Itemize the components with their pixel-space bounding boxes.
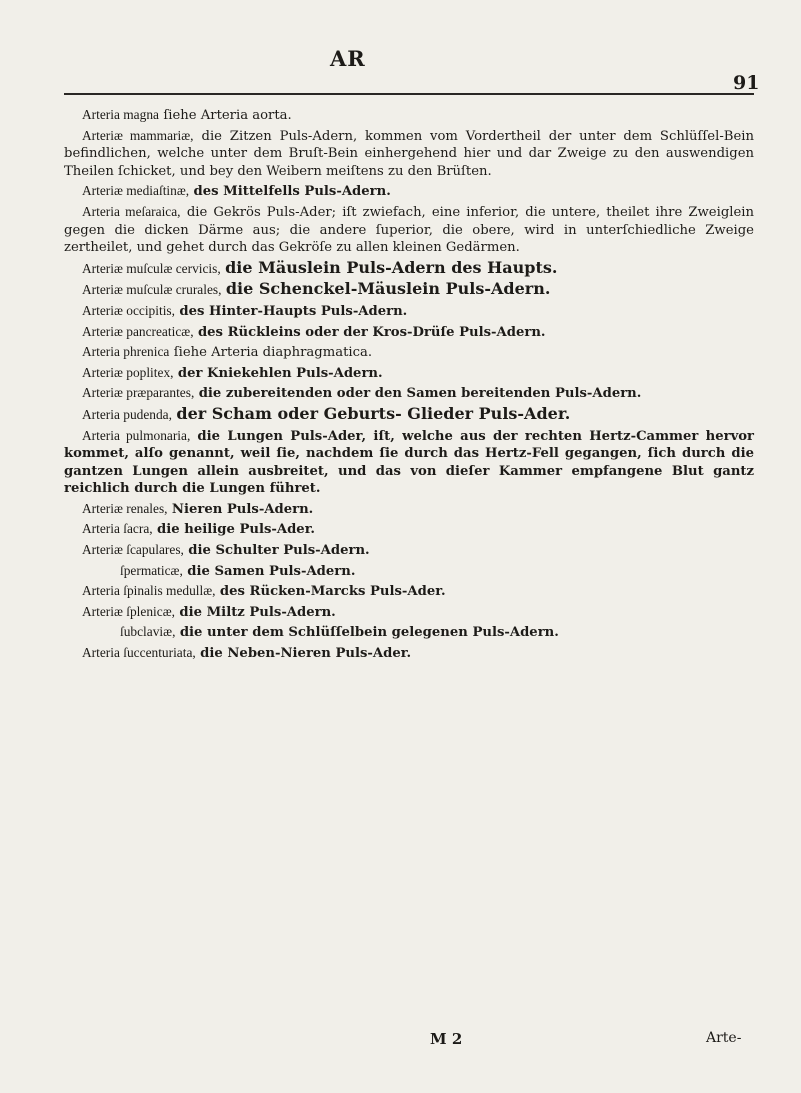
german-gloss: ſiehe Arteria aorta. — [163, 108, 292, 123]
latin-term: Arteriæ muſculæ crurales, — [82, 282, 222, 298]
entry-arteriae-renales — [64, 500, 754, 519]
latin-term: Arteria pudenda, — [82, 406, 172, 422]
entry-arteria-succenturiata — [64, 644, 754, 663]
latin-term: Arteria ſacra, — [82, 521, 153, 537]
german-gloss: die Zitzen Puls-Adern, kommen vom Vordertheil der unter dem Schlüſſel-Bein befindlichen, welche unter dem Bruſt-Bein einhergehend hier und dar Zweige zu den auswendigen Theilen ſchicket, und bey den Weibern meiſtens zu den Brüſten. — [64, 128, 754, 179]
german-gloss: die Miltz Puls-Adern. — [179, 604, 336, 620]
german-gloss: ſiehe Arteria diaphragmatica. — [173, 345, 373, 361]
german-gloss: die Mäuslein Puls-Adern des Haupts. — [225, 257, 558, 277]
entry-arteriae-musculae-cervicis — [64, 259, 754, 279]
entry-arteriae-pancreaticae — [64, 323, 754, 342]
entry-subclaviae — [64, 623, 754, 642]
latin-term: Arteriæ renales, — [82, 500, 168, 516]
german-gloss: die zubereitenden oder den Samen bereitenden Puls-Adern. — [198, 386, 642, 402]
german-gloss: des Rücken-Marcks Puls-Ader. — [219, 584, 446, 600]
german-gloss: die Samen Puls-Adern. — [187, 563, 356, 579]
latin-term: Arteriæ poplitex, — [82, 364, 174, 380]
latin-term: Arteria pulmonaria, — [82, 427, 191, 443]
latin-term: Arteriæ mammariæ, — [82, 127, 194, 143]
latin-term: Arteriæ ſplenicæ, — [82, 603, 175, 619]
entry-arteriae-mediastinae — [64, 182, 754, 201]
german-gloss: die Gekrös Puls-Ader; iſt zwiefach, eine inferior, die untere, theilet ihre Zweiglein gegen die dicken Därme aus; die andere ſuperior, die obere, wird in unterſchiedliche Zweige zertheilet, und gehet durch das Gekröſe zu allen kleinen Gedärmen. — [64, 204, 754, 256]
entry-arteriae-occipitis — [64, 302, 754, 321]
entry-arteria-pulmonaria — [64, 427, 754, 498]
entry-arteria-mesaraica — [64, 203, 754, 257]
german-gloss: des Rückleins oder der Kros-Drüſe Puls-Adern. — [197, 324, 546, 340]
latin-term: Arteria ſpinalis medullæ, — [82, 583, 216, 599]
german-gloss: die unter dem Schlüſſelbein gelegenen Puls-Adern. — [179, 625, 559, 641]
latin-term: Arteriæ muſculæ cervicis, — [82, 260, 221, 276]
german-gloss: die Schenckel-Mäuslein Puls-Adern. — [225, 279, 551, 299]
german-gloss: die Schulter Puls-Adern. — [188, 543, 370, 559]
entry-arteriae-popliteae — [64, 364, 754, 383]
latin-term: Arteria ſuccenturiata, — [82, 645, 196, 661]
entry-spermaticae — [64, 562, 754, 581]
german-gloss: die Lungen Puls-Ader, iſt, welche aus der rechten Hertz-Cammer hervor kommet, alſo genannt, weil ſie, nachdem ſie durch das Hertz-Fell gegangen, ſich durch die gantzen Lungen allein ausbreitet, und das von dieſer Kammer empfangene Blut gantz reichlich durch die Lungen führet. — [64, 428, 754, 497]
signature-mark: M 2 — [430, 1030, 463, 1048]
latin-term: Arteria phrenica — [82, 344, 170, 360]
entry-arteria-spinalis-medullae — [64, 582, 754, 601]
running-head: AR — [330, 46, 366, 71]
german-gloss: die Neben-Nieren Puls-Ader. — [200, 646, 412, 662]
latin-term: Arteria magna — [82, 107, 159, 122]
entry-arteria-phrenica — [64, 343, 754, 362]
latin-term: Arteriæ mediaſtinæ, — [82, 183, 190, 199]
entry-arteriae-mammariae — [64, 127, 754, 181]
entry-arteria-sacra — [64, 520, 754, 539]
german-gloss: der Kniekehlen Puls-Adern. — [177, 365, 383, 381]
catchword: Arte- — [706, 1030, 742, 1046]
entry-arteria-pudenda — [64, 405, 754, 425]
latin-term: Arteriæ ſcapulares, — [82, 542, 184, 558]
entry-arteriae-musculae-crurales — [64, 280, 754, 300]
latin-term: Arteriæ pancreaticæ, — [82, 323, 194, 339]
german-gloss: des Hinter-Haupts Puls-Adern. — [179, 303, 408, 319]
page-number: 91 — [733, 72, 760, 94]
german-gloss: Nieren Puls-Adern. — [171, 501, 314, 517]
latin-term: ſubclaviæ, — [120, 624, 176, 640]
german-gloss: des Mittelfells Puls-Adern. — [193, 184, 391, 200]
entry-arteriae-splenicae — [64, 603, 754, 622]
german-gloss: die heilige Puls-Ader. — [157, 522, 316, 538]
latin-term: Arteria meſaraica, — [82, 203, 181, 219]
entry-arteriae-praeparantes — [64, 384, 754, 403]
german-gloss: der Scham oder Geburts- Glieder Puls-Ader. — [176, 403, 571, 423]
entry-arteria-magna — [64, 106, 754, 125]
header-rule — [64, 93, 754, 95]
entry-arteriae-scapulares — [64, 541, 754, 560]
latin-term: Arteriæ occipitis, — [82, 302, 175, 318]
latin-term: ſpermaticæ, — [120, 562, 183, 578]
latin-term: Arteriæ præparantes, — [82, 385, 195, 401]
dictionary-body — [64, 106, 754, 665]
